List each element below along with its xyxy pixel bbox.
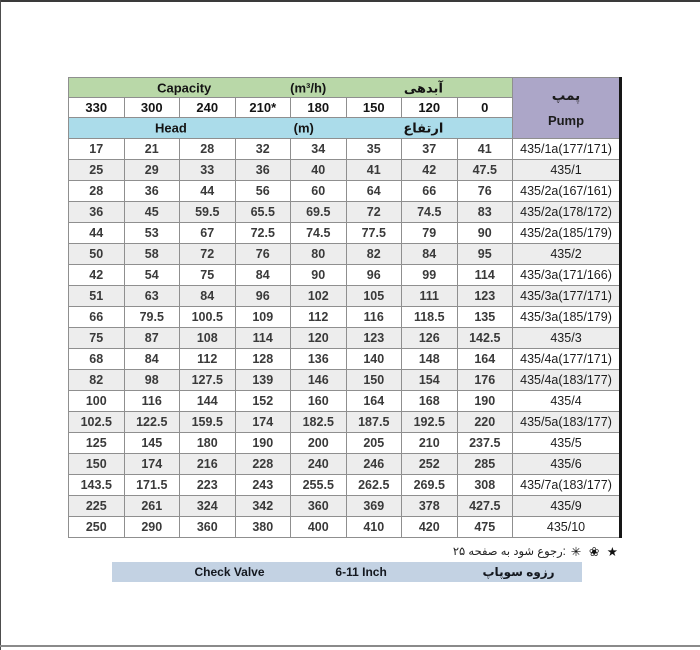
head-value-cell: 190 bbox=[457, 391, 513, 412]
head-value-cell: 90 bbox=[291, 265, 347, 286]
flow-column-header: 0 bbox=[457, 98, 513, 118]
table-row bbox=[69, 454, 621, 475]
head-value-cell: 150 bbox=[346, 370, 402, 391]
pump-model-cell: 435/5a(183/177) bbox=[513, 412, 621, 433]
flow-column-header: 210* bbox=[235, 98, 291, 118]
table-body bbox=[69, 139, 621, 538]
table-row bbox=[69, 160, 621, 181]
table-row bbox=[69, 328, 621, 349]
table-row bbox=[69, 265, 621, 286]
head-value-cell: 28 bbox=[180, 139, 236, 160]
pump-model-cell: 435/9 bbox=[513, 496, 621, 517]
head-value-cell: 324 bbox=[180, 496, 236, 517]
head-value-cell: 96 bbox=[346, 265, 402, 286]
head-value-cell: 80 bbox=[291, 244, 347, 265]
head-value-cell: 420 bbox=[402, 517, 458, 538]
check-valve-label: Check Valve bbox=[194, 565, 265, 579]
head-value-cell: 116 bbox=[124, 391, 180, 412]
head-label: Head bbox=[154, 120, 187, 136]
head-value-cell: 65.5 bbox=[235, 202, 291, 223]
head-value-cell: 116 bbox=[346, 307, 402, 328]
head-value-cell: 95 bbox=[457, 244, 513, 265]
head-value-cell: 36 bbox=[69, 202, 125, 223]
head-value-cell: 84 bbox=[402, 244, 458, 265]
head-value-cell: 262.5 bbox=[346, 475, 402, 496]
table-row bbox=[69, 223, 621, 244]
head-value-cell: 37 bbox=[402, 139, 458, 160]
head-value-cell: 150 bbox=[69, 454, 125, 475]
head-value-cell: 82 bbox=[69, 370, 125, 391]
head-value-cell: 216 bbox=[180, 454, 236, 475]
head-value-cell: 96 bbox=[235, 286, 291, 307]
head-value-cell: 152 bbox=[235, 391, 291, 412]
head-value-cell: 87 bbox=[124, 328, 180, 349]
capacity-label: Capacity bbox=[157, 80, 212, 95]
head-value-cell: 44 bbox=[69, 223, 125, 244]
head-value-cell: 51 bbox=[69, 286, 125, 307]
head-value-cell: 400 bbox=[291, 517, 347, 538]
head-value-cell: 139 bbox=[235, 370, 291, 391]
check-valve-info-bar bbox=[112, 562, 582, 582]
head-value-cell: 380 bbox=[235, 517, 291, 538]
head-value-cell: 47.5 bbox=[457, 160, 513, 181]
pump-model-cell: 435/2a(167/161) bbox=[513, 181, 621, 202]
head-value-cell: 128 bbox=[235, 349, 291, 370]
head-value-cell: 369 bbox=[346, 496, 402, 517]
head-value-cell: 210 bbox=[402, 433, 458, 454]
head-value-cell: 66 bbox=[69, 307, 125, 328]
valve-thread-label-farsi: رزوه سوپاپ bbox=[482, 565, 555, 579]
head-value-cell: 84 bbox=[235, 265, 291, 286]
head-value-cell: 120 bbox=[291, 328, 347, 349]
pump-model-cell: 435/6 bbox=[513, 454, 621, 475]
head-value-cell: 41 bbox=[346, 160, 402, 181]
head-value-cell: 243 bbox=[235, 475, 291, 496]
head-value-cell: 122.5 bbox=[124, 412, 180, 433]
head-value-cell: 76 bbox=[235, 244, 291, 265]
table-row bbox=[69, 412, 621, 433]
head-value-cell: 105 bbox=[346, 286, 402, 307]
head-value-cell: 114 bbox=[235, 328, 291, 349]
head-value-cell: 17 bbox=[69, 139, 125, 160]
head-value-cell: 21 bbox=[124, 139, 180, 160]
pump-model-cell: 435/1 bbox=[513, 160, 621, 181]
head-value-cell: 140 bbox=[346, 349, 402, 370]
head-value-cell: 145 bbox=[124, 433, 180, 454]
head-value-cell: 35 bbox=[346, 139, 402, 160]
table-row bbox=[69, 307, 621, 328]
head-value-cell: 246 bbox=[346, 454, 402, 475]
page-reference-footnote bbox=[453, 543, 620, 559]
head-value-cell: 34 bbox=[291, 139, 347, 160]
head-value-cell: 72 bbox=[180, 244, 236, 265]
head-value-cell: 180 bbox=[180, 433, 236, 454]
head-value-cell: 36 bbox=[124, 181, 180, 202]
head-value-cell: 50 bbox=[69, 244, 125, 265]
flow-column-header: 300 bbox=[124, 98, 180, 118]
head-value-cell: 360 bbox=[291, 496, 347, 517]
head-value-cell: 410 bbox=[346, 517, 402, 538]
table-row bbox=[69, 517, 621, 538]
head-value-cell: 79 bbox=[402, 223, 458, 244]
head-value-cell: 261 bbox=[124, 496, 180, 517]
head-label-farsi: ارتفاع bbox=[403, 120, 444, 136]
head-value-cell: 90 bbox=[457, 223, 513, 244]
head-value-cell: 187.5 bbox=[346, 412, 402, 433]
head-value-cell: 143.5 bbox=[69, 475, 125, 496]
head-value-cell: 45 bbox=[124, 202, 180, 223]
head-value-cell: 41 bbox=[457, 139, 513, 160]
head-value-cell: 84 bbox=[124, 349, 180, 370]
head-value-cell: 285 bbox=[457, 454, 513, 475]
pump-model-cell: 435/2 bbox=[513, 244, 621, 265]
head-value-cell: 42 bbox=[402, 160, 458, 181]
head-value-cell: 182.5 bbox=[291, 412, 347, 433]
pump-column-header bbox=[513, 78, 621, 139]
head-value-cell: 53 bbox=[124, 223, 180, 244]
head-value-cell: 250 bbox=[69, 517, 125, 538]
head-value-cell: 125 bbox=[69, 433, 125, 454]
head-value-cell: 82 bbox=[346, 244, 402, 265]
head-value-cell: 142.5 bbox=[457, 328, 513, 349]
head-value-cell: 77.5 bbox=[346, 223, 402, 244]
head-value-cell: 269.5 bbox=[402, 475, 458, 496]
head-value-cell: 36 bbox=[235, 160, 291, 181]
page-bottom-border bbox=[0, 645, 700, 647]
head-value-cell: 108 bbox=[180, 328, 236, 349]
pump-model-cell: 435/2a(185/179) bbox=[513, 223, 621, 244]
flow-column-header: 150 bbox=[346, 98, 402, 118]
head-value-cell: 135 bbox=[457, 307, 513, 328]
head-value-cell: 29 bbox=[124, 160, 180, 181]
head-value-cell: 102 bbox=[291, 286, 347, 307]
head-value-cell: 42 bbox=[69, 265, 125, 286]
footnote-text: :رجوع شود به صفحه ۲۵ bbox=[452, 546, 566, 558]
head-value-cell: 205 bbox=[346, 433, 402, 454]
head-value-cell: 164 bbox=[346, 391, 402, 412]
head-value-cell: 84 bbox=[180, 286, 236, 307]
table-row bbox=[69, 244, 621, 265]
footnote-symbols-star-flower-asterisk-icon: ✳ ❀ ★ bbox=[570, 544, 620, 559]
head-value-cell: 154 bbox=[402, 370, 458, 391]
head-header-band bbox=[69, 118, 513, 139]
head-value-cell: 100.5 bbox=[180, 307, 236, 328]
pump-model-cell: 435/10 bbox=[513, 517, 621, 538]
head-value-cell: 75 bbox=[69, 328, 125, 349]
pump-model-cell: 435/2a(178/172) bbox=[513, 202, 621, 223]
head-value-cell: 114 bbox=[457, 265, 513, 286]
head-value-cell: 64 bbox=[346, 181, 402, 202]
pump-model-cell: 435/4a(183/177) bbox=[513, 370, 621, 391]
pump-model-cell: 435/1a(177/171) bbox=[513, 139, 621, 160]
head-value-cell: 252 bbox=[402, 454, 458, 475]
head-value-cell: 240 bbox=[291, 454, 347, 475]
head-value-cell: 79.5 bbox=[124, 307, 180, 328]
head-value-cell: 190 bbox=[235, 433, 291, 454]
head-value-cell: 99 bbox=[402, 265, 458, 286]
head-value-cell: 60 bbox=[291, 181, 347, 202]
head-value-cell: 44 bbox=[180, 181, 236, 202]
head-value-cell: 228 bbox=[235, 454, 291, 475]
head-value-cell: 33 bbox=[180, 160, 236, 181]
head-value-cell: 171.5 bbox=[124, 475, 180, 496]
flow-column-header: 120 bbox=[402, 98, 458, 118]
head-value-cell: 32 bbox=[235, 139, 291, 160]
head-value-cell: 83 bbox=[457, 202, 513, 223]
head-value-cell: 475 bbox=[457, 517, 513, 538]
head-value-cell: 98 bbox=[124, 370, 180, 391]
head-value-cell: 220 bbox=[457, 412, 513, 433]
head-value-cell: 123 bbox=[457, 286, 513, 307]
table-row bbox=[69, 349, 621, 370]
head-value-cell: 255.5 bbox=[291, 475, 347, 496]
table-row bbox=[69, 286, 621, 307]
head-value-cell: 342 bbox=[235, 496, 291, 517]
head-value-cell: 192.5 bbox=[402, 412, 458, 433]
head-value-cell: 54 bbox=[124, 265, 180, 286]
head-value-cell: 118.5 bbox=[402, 307, 458, 328]
head-value-cell: 63 bbox=[124, 286, 180, 307]
head-value-cell: 76 bbox=[457, 181, 513, 202]
head-value-cell: 164 bbox=[457, 349, 513, 370]
head-value-cell: 200 bbox=[291, 433, 347, 454]
head-value-cell: 174 bbox=[235, 412, 291, 433]
head-value-cell: 59.5 bbox=[180, 202, 236, 223]
table-row bbox=[69, 433, 621, 454]
flow-column-header: 180 bbox=[291, 98, 347, 118]
head-value-cell: 144 bbox=[180, 391, 236, 412]
head-value-cell: 74.5 bbox=[402, 202, 458, 223]
head-value-cell: 67 bbox=[180, 223, 236, 244]
pump-model-cell: 435/3a(177/171) bbox=[513, 286, 621, 307]
pump-model-cell: 435/4a(177/171) bbox=[513, 349, 621, 370]
head-value-cell: 123 bbox=[346, 328, 402, 349]
head-value-cell: 168 bbox=[402, 391, 458, 412]
table-row bbox=[69, 181, 621, 202]
table-row bbox=[69, 370, 621, 391]
head-value-cell: 100 bbox=[69, 391, 125, 412]
head-value-cell: 112 bbox=[180, 349, 236, 370]
head-value-cell: 159.5 bbox=[180, 412, 236, 433]
head-value-cell: 69.5 bbox=[291, 202, 347, 223]
head-value-cell: 112 bbox=[291, 307, 347, 328]
capacity-label-farsi: آبدهی bbox=[403, 80, 443, 95]
head-value-cell: 127.5 bbox=[180, 370, 236, 391]
table-row bbox=[69, 475, 621, 496]
head-value-cell: 427.5 bbox=[457, 496, 513, 517]
pump-label-farsi: پمپ bbox=[551, 88, 581, 103]
pump-label-english: Pump bbox=[547, 113, 585, 128]
head-unit-label: (m) bbox=[293, 120, 314, 136]
pump-model-cell: 435/3a(185/179) bbox=[513, 307, 621, 328]
page-top-border bbox=[0, 0, 700, 2]
pump-capacity-table bbox=[68, 77, 622, 538]
table-row bbox=[69, 496, 621, 517]
pump-model-cell: 435/4 bbox=[513, 391, 621, 412]
head-value-cell: 72 bbox=[346, 202, 402, 223]
head-value-cell: 378 bbox=[402, 496, 458, 517]
table-row bbox=[69, 139, 621, 160]
head-value-cell: 174 bbox=[124, 454, 180, 475]
head-value-cell: 111 bbox=[402, 286, 458, 307]
head-value-cell: 68 bbox=[69, 349, 125, 370]
head-value-cell: 25 bbox=[69, 160, 125, 181]
table-row bbox=[69, 202, 621, 223]
flow-column-header: 240 bbox=[180, 98, 236, 118]
head-value-cell: 136 bbox=[291, 349, 347, 370]
head-value-cell: 176 bbox=[457, 370, 513, 391]
capacity-unit-label: (m³/h) bbox=[290, 80, 327, 95]
head-value-cell: 40 bbox=[291, 160, 347, 181]
head-value-cell: 146 bbox=[291, 370, 347, 391]
pump-model-cell: 435/3a(171/166) bbox=[513, 265, 621, 286]
head-value-cell: 75 bbox=[180, 265, 236, 286]
page-left-border bbox=[0, 0, 1, 650]
pump-model-cell: 435/5 bbox=[513, 433, 621, 454]
head-value-cell: 56 bbox=[235, 181, 291, 202]
head-value-cell: 160 bbox=[291, 391, 347, 412]
head-value-cell: 360 bbox=[180, 517, 236, 538]
pump-model-cell: 435/7a(183/177) bbox=[513, 475, 621, 496]
head-value-cell: 223 bbox=[180, 475, 236, 496]
head-value-cell: 308 bbox=[457, 475, 513, 496]
head-value-cell: 102.5 bbox=[69, 412, 125, 433]
head-value-cell: 237.5 bbox=[457, 433, 513, 454]
head-value-cell: 148 bbox=[402, 349, 458, 370]
head-value-cell: 290 bbox=[124, 517, 180, 538]
head-value-cell: 66 bbox=[402, 181, 458, 202]
head-value-cell: 126 bbox=[402, 328, 458, 349]
head-value-cell: 74.5 bbox=[291, 223, 347, 244]
capacity-header-band bbox=[69, 78, 513, 98]
pump-model-cell: 435/3 bbox=[513, 328, 621, 349]
head-value-cell: 28 bbox=[69, 181, 125, 202]
head-value-cell: 58 bbox=[124, 244, 180, 265]
valve-size-label: 6-11 Inch bbox=[335, 565, 387, 579]
head-value-cell: 72.5 bbox=[235, 223, 291, 244]
head-value-cell: 225 bbox=[69, 496, 125, 517]
table-row bbox=[69, 391, 621, 412]
flow-column-header: 330 bbox=[69, 98, 125, 118]
head-value-cell: 109 bbox=[235, 307, 291, 328]
